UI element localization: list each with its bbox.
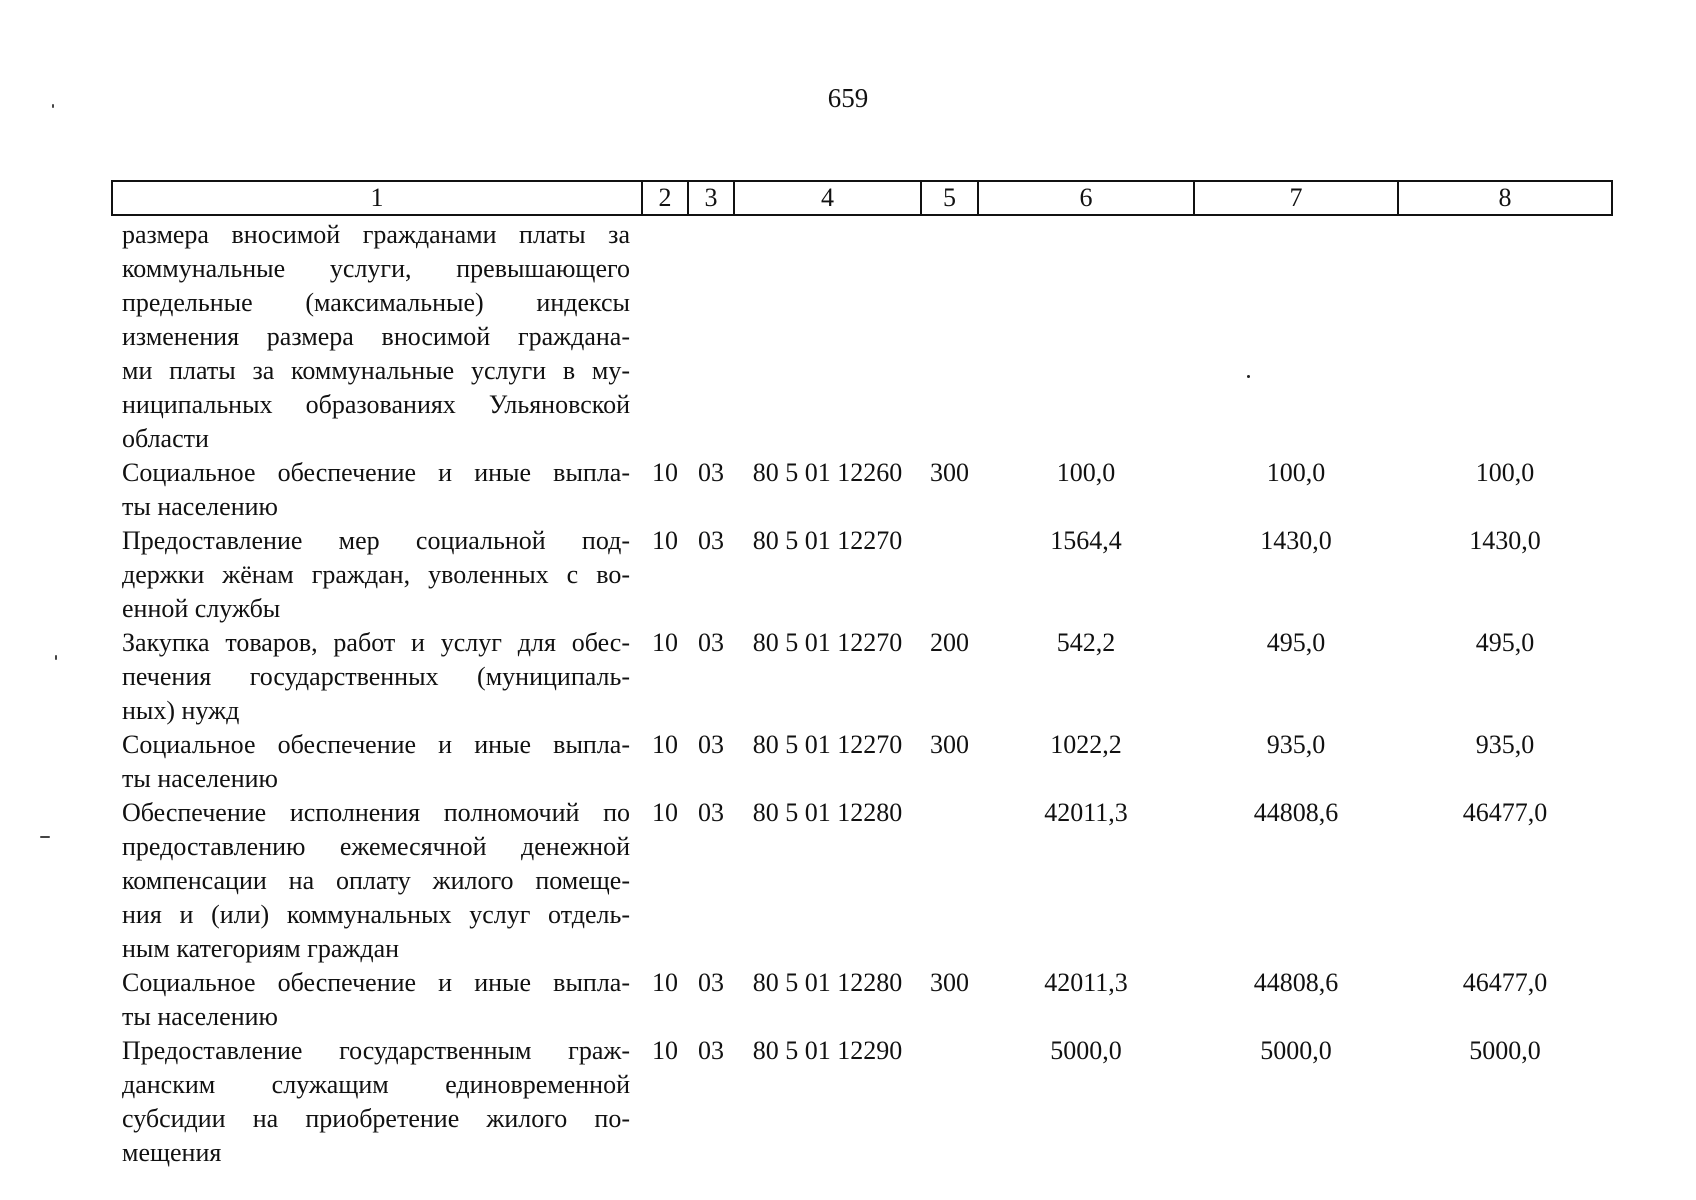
- amount-col-7: 100,0: [1266, 458, 1326, 487]
- row-description: [112, 728, 642, 796]
- description-line: Социальное обеспечение и иные выпла-: [122, 968, 630, 997]
- description-line: ниципальных образованиях Ульяновской: [122, 390, 630, 419]
- subsection-code: 03: [698, 798, 724, 827]
- row-description: [112, 626, 642, 728]
- description-line: Предоставление мер социальной под-: [122, 526, 630, 555]
- target-article-code: 80 5 01 12280: [752, 968, 903, 997]
- target-article-code: 80 5 01 12290: [752, 1036, 903, 1065]
- amount-col-8: 46477,0: [1462, 968, 1548, 997]
- expense-type-code: [921, 1034, 978, 1170]
- subsection-code: 03: [698, 458, 724, 487]
- subsection-code: 03: [698, 526, 724, 555]
- row-description: [112, 1034, 642, 1170]
- description-line: компенсации на оплату жилого помеще-: [122, 866, 630, 895]
- description-line: изменения размера вносимой граждана-: [122, 322, 630, 351]
- description-line: ния и (или) коммунальных услуг отдель-: [122, 900, 630, 929]
- section-code: 10: [652, 526, 678, 555]
- scan-mark-mid-left: [55, 655, 57, 660]
- description-line: енной службы: [122, 594, 281, 623]
- expense-type-code: [921, 796, 978, 966]
- section-code: 10: [652, 1036, 678, 1065]
- amount-col-7: 935,0: [1266, 730, 1326, 759]
- section-code: [642, 215, 688, 456]
- amount-col-8: 935,0: [1475, 730, 1535, 759]
- description-line: предоставлению ежемесячной денежной: [122, 832, 630, 861]
- amount-col-8: 5000,0: [1469, 1036, 1541, 1065]
- header-col-1: 1: [112, 181, 642, 215]
- page-number: 659: [827, 83, 869, 113]
- target-article-code: 80 5 01 12270: [752, 730, 903, 759]
- subsection-code: 03: [698, 1036, 724, 1065]
- amount-col-6: 542,2: [1056, 628, 1116, 657]
- section-code: 10: [652, 628, 678, 657]
- budget-table-container: [111, 180, 1611, 1170]
- table-header-row: [112, 181, 1612, 215]
- expense-type-code: 300: [930, 730, 969, 759]
- description-line: области: [122, 424, 209, 453]
- description-line: Социальное обеспечение и иные выпла-: [122, 730, 630, 759]
- description-line: мещения: [122, 1138, 222, 1167]
- description-line: держки жёнам граждан, уволенных с во-: [122, 560, 630, 589]
- amount-col-8: 495,0: [1475, 628, 1535, 657]
- amount-col-8: [1398, 215, 1612, 456]
- description-line: ты населению: [122, 1002, 278, 1031]
- description-line: ных) нужд: [122, 696, 240, 725]
- subsection-code: [688, 215, 734, 456]
- table-row: [112, 626, 1612, 728]
- row-description: [112, 456, 642, 524]
- description-line: ты населению: [122, 764, 278, 793]
- scan-mark-lower-left: [40, 836, 50, 838]
- amount-col-6: 5000,0: [1050, 1036, 1122, 1065]
- expense-type-code: [921, 215, 978, 456]
- header-col-6: 6: [978, 181, 1194, 215]
- row-description: [112, 524, 642, 626]
- amount-col-7: 495,0: [1266, 628, 1326, 657]
- target-article-code: [734, 215, 921, 456]
- row-description: [112, 966, 642, 1034]
- description-line: размера вносимой гражданами платы за: [122, 220, 630, 249]
- header-col-7: 7: [1194, 181, 1398, 215]
- description-line: субсидии на приобретение жилого по-: [122, 1104, 630, 1133]
- description-line: ты населению: [122, 492, 278, 521]
- table-row: [112, 1034, 1612, 1170]
- amount-col-6: 1022,2: [1050, 730, 1122, 759]
- target-article-code: 80 5 01 12260: [752, 458, 903, 487]
- amount-col-6: 42011,3: [1044, 798, 1128, 827]
- expense-type-code: [921, 524, 978, 626]
- amount-col-6: 42011,3: [1044, 968, 1128, 997]
- table-row: [112, 796, 1612, 966]
- expense-type-code: 300: [930, 968, 969, 997]
- table-row: [112, 728, 1612, 796]
- table-body: [112, 215, 1612, 1170]
- budget-table: [111, 180, 1613, 1170]
- subsection-code: 03: [698, 628, 724, 657]
- description-line: предельные (максимальные) индексы: [122, 288, 630, 317]
- amount-col-7: 1430,0: [1260, 526, 1332, 555]
- section-code: 10: [652, 968, 678, 997]
- section-code: 10: [652, 798, 678, 827]
- row-description: [112, 796, 642, 966]
- table-row: [112, 524, 1612, 626]
- target-article-code: 80 5 01 12280: [752, 798, 903, 827]
- row-description: [112, 215, 642, 456]
- amount-col-7: 44808,6: [1253, 798, 1339, 827]
- amount-col-7: 5000,0: [1260, 1036, 1332, 1065]
- section-code: 10: [652, 458, 678, 487]
- description-line: данским служащим единовременной: [122, 1070, 630, 1099]
- section-code: 10: [652, 730, 678, 759]
- amount-col-7: 44808,6: [1253, 968, 1339, 997]
- amount-col-8: 100,0: [1475, 458, 1535, 487]
- description-line: печения государственных (муниципаль-: [122, 662, 630, 691]
- header-col-8: 8: [1398, 181, 1612, 215]
- header-col-3: 3: [688, 181, 734, 215]
- amount-col-6: [978, 215, 1194, 456]
- subsection-code: 03: [698, 968, 724, 997]
- expense-type-code: 300: [930, 458, 969, 487]
- amount-col-7: [1194, 215, 1398, 456]
- description-line: коммунальные услуги, превышающего: [122, 254, 630, 283]
- description-line: Обеспечение исполнения полномочий по: [122, 798, 630, 827]
- header-col-5: 5: [921, 181, 978, 215]
- description-line: ным категориям граждан: [122, 934, 400, 963]
- header-col-4: 4: [734, 181, 921, 215]
- table-row: [112, 456, 1612, 524]
- table-row: [112, 966, 1612, 1034]
- target-article-code: 80 5 01 12270: [752, 526, 903, 555]
- subsection-code: 03: [698, 730, 724, 759]
- header-col-2: 2: [642, 181, 688, 215]
- amount-col-8: 1430,0: [1469, 526, 1541, 555]
- amount-col-8: 46477,0: [1462, 798, 1548, 827]
- amount-col-6: 100,0: [1056, 458, 1116, 487]
- description-line: Предоставление государственным граж-: [122, 1036, 630, 1065]
- expense-type-code: 200: [930, 628, 969, 657]
- target-article-code: 80 5 01 12270: [752, 628, 903, 657]
- amount-col-6: 1564,4: [1050, 526, 1122, 555]
- description-line: ми платы за коммунальные услуги в му-: [122, 356, 630, 385]
- description-line: Социальное обеспечение и иные выпла-: [122, 458, 630, 487]
- description-line: Закупка товаров, работ и услуг для обес-: [122, 628, 630, 657]
- table-row: [112, 215, 1612, 456]
